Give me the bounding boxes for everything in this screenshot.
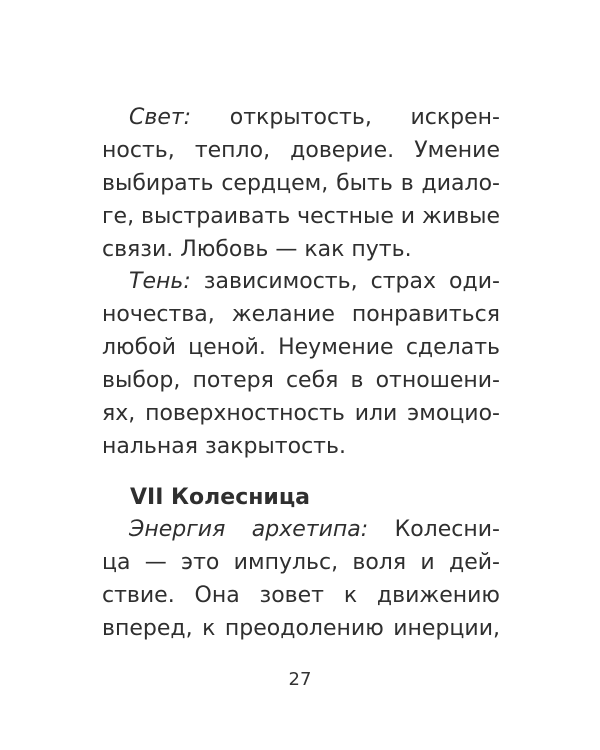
archetype-energy-label: Энергия (129, 517, 226, 542)
paragraph-line: ца — это импульс, воля и дей- (102, 550, 500, 575)
paragraph-line: Энергия архетипа: Колесни- (102, 513, 500, 546)
paragraph-line: ствие. Она зовет к движению (102, 583, 500, 608)
paragraph-line: Свет: открытость, искрен- (102, 101, 500, 134)
paragraph-line: выбирать сердцем, быть в диало- (102, 171, 500, 196)
light-paragraph (102, 101, 500, 266)
paragraph-line: ях, поверхностность или эмоцио- (102, 401, 500, 426)
paragraph-line: ночества, желание понравиться (102, 302, 500, 327)
section-heading: VII Колесница (130, 485, 310, 510)
paragraph-line: ность, тепло, доверие. Умение (102, 138, 500, 163)
shadow-paragraph (102, 265, 500, 463)
shadow-label: Тень: (129, 269, 191, 294)
page-number: 27 (288, 669, 312, 690)
paragraph-line: выбор, потеря себя в отношени- (102, 368, 500, 393)
light-label: Свет: (129, 105, 192, 130)
paragraph-line: Тень: зависимость, страх оди- (102, 265, 500, 298)
paragraph-line: любой ценой. Неумение сделать (102, 335, 500, 360)
paragraph-line: вперед, к преодолению инерции, (102, 616, 500, 641)
paragraph-line: связи. Любовь — как путь. (102, 237, 412, 262)
chariot-paragraph (102, 513, 500, 645)
paragraph-line: нальная закрытость. (102, 434, 346, 459)
paragraph-line: ге, выстраивать честные и живые (102, 204, 500, 229)
